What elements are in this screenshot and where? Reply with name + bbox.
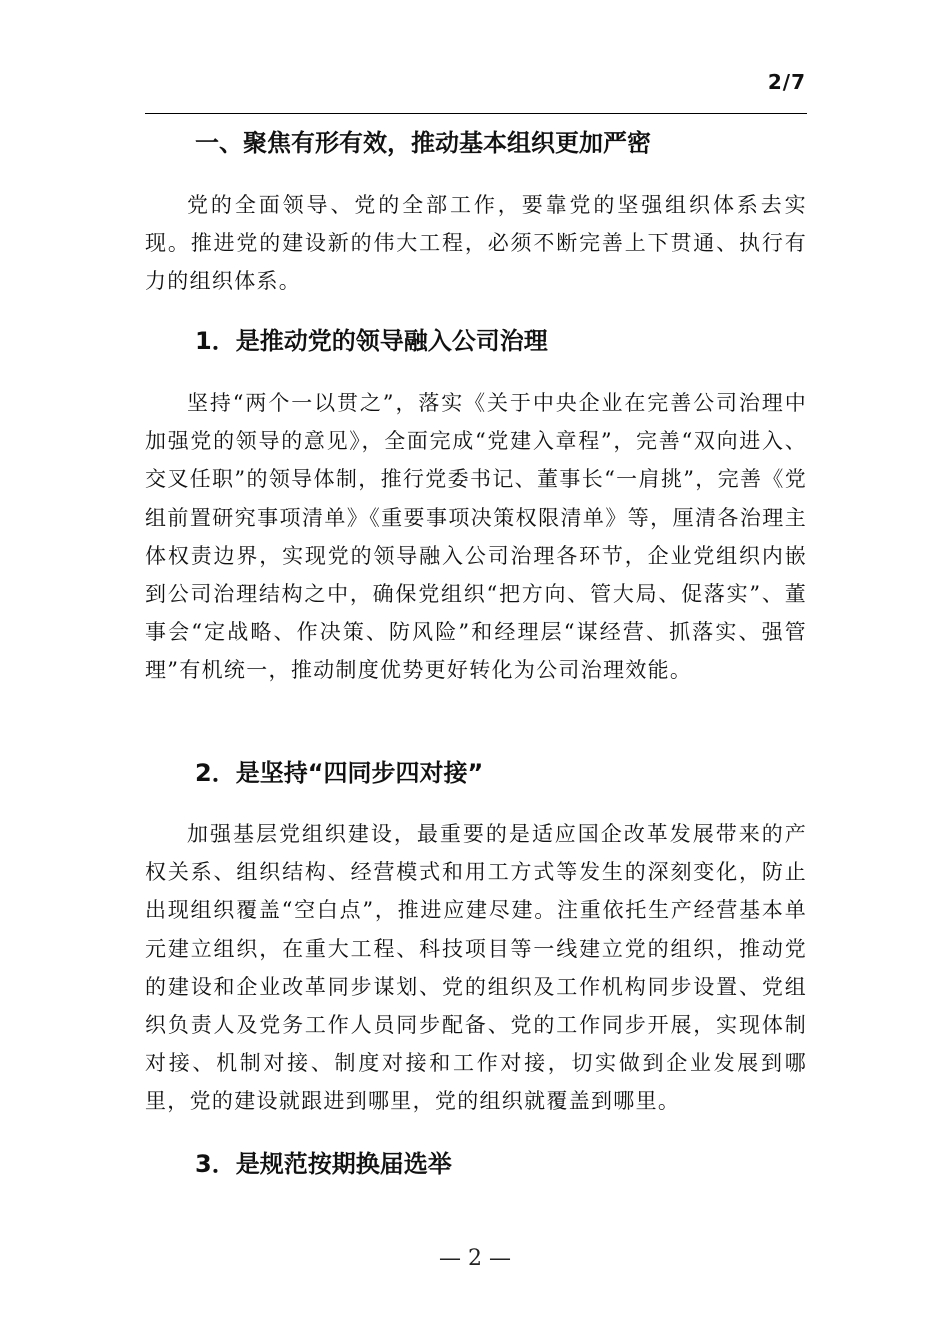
item-1-title: 1．是推动党的领导融入公司治理 xyxy=(195,327,548,355)
section-title: 一、聚焦有形有效，推动基本组织更加严密 xyxy=(195,129,651,157)
item-3-title: 3．是规范按期换届选举 xyxy=(195,1150,452,1178)
item-2-paragraph: 加强基层党组织建设，最重要的是适应国企改革发展带来的产权关系、组织结构、经营模式和用工方式等发生的深刻变化，防止出现组织覆盖“空白点”，推进应建尽建。注重依托生产经营基本单元建立组织，在重大工程、科技项目等一线建立党的组织，推动党的建设和企业改革同步谋划、党的组织及工作机构同步设置、党组织负责人及党务工作人员同步配备、党的工作同步开展，实现体制对接、机制对接、制度对接和工作对接，切实做到企业发展到哪里，党的建设就跟进到哪里，党的组织就覆盖到哪里。 xyxy=(145,822,807,1114)
header-rule xyxy=(145,113,807,114)
page-number: — 2 — xyxy=(439,1246,511,1271)
section-intro-paragraph: 党的全面领导、党的全部工作，要靠党的坚强组织体系去实现。推进党的建设新的伟大工程，必须不断完善上下贯通、执行有力的组织体系。 xyxy=(145,193,807,294)
item-1-paragraph: 坚持“两个一以贯之”，落实《关于中央企业在完善公司治理中加强党的领导的意见》，全面完成“党建入章程”，完善“双向进入、交叉任职”的领导体制，推行党委书记、董事长“一肩挑”，完善《党组前置研究事项清单》《重要事项决策权限清单》等，厘清各治理主体权责边界，实现党的领导融入公司治理各环节，企业党组织内嵌到公司治理结构之中，确保党组织“把方向、管大局、促落实”、董事会“定战略、作决策、防风险”和经理层“谋经营、抓落实、强管理”有机统一，推动制度优势更好转化为公司治理效能。 xyxy=(145,391,807,683)
item-2-title: 2．是坚持“四同步四对接” xyxy=(195,759,484,787)
page-counter: 2/7 xyxy=(767,70,806,94)
